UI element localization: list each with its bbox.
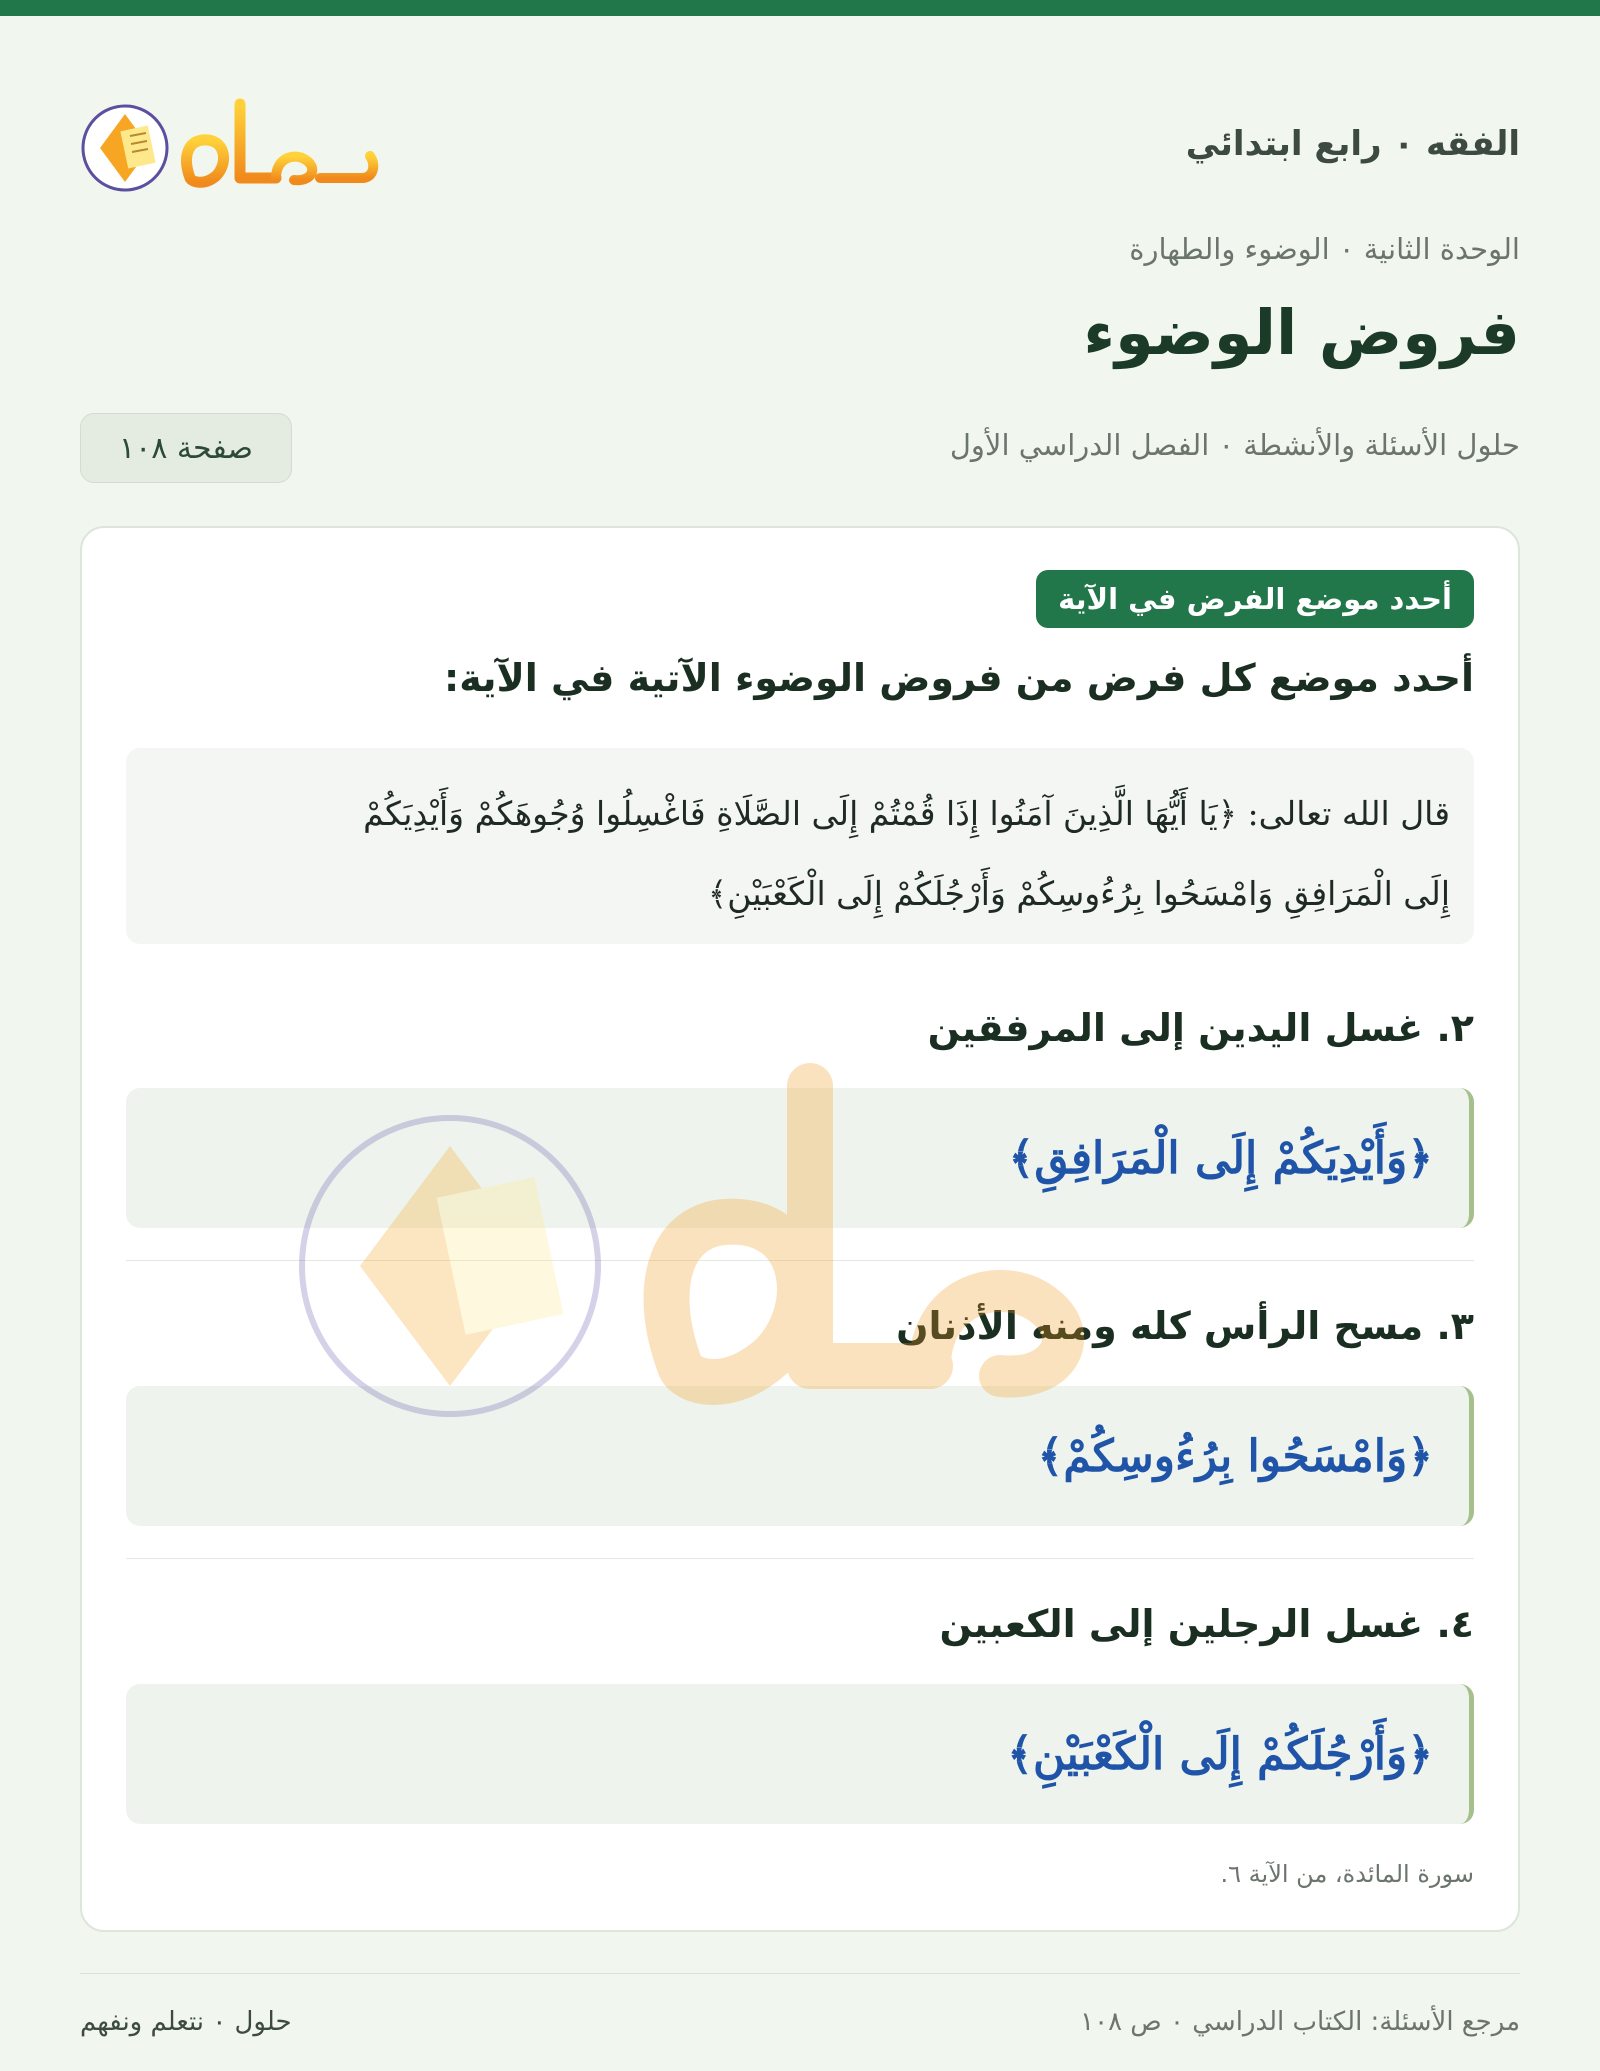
top-accent-bar [0, 0, 1600, 16]
logo-icon [80, 86, 380, 196]
activity-tag: أحدد موضع الفرض في الآية [1036, 570, 1474, 628]
verse-reference: سورة المائدة، من الآية ٦. [1220, 1860, 1474, 1888]
activity-card [80, 526, 1520, 1932]
answer-text-3: ﴿وَامْسَحُوا بِرُءُوسِكُمْ﴾ [1037, 1430, 1433, 1482]
answer-box-2 [126, 1088, 1474, 1228]
page [0, 16, 1600, 2071]
verse-line-2: إِلَى الْمَرَافِقِ وَامْسَحُوا بِرُءُوسِكُمْ وَأَرْجُلَكُمْ إِلَى الْكَعْبَيْنِ﴾ [707, 874, 1450, 913]
page-number-badge: صفحة ١٠٨ [80, 413, 292, 483]
question-text: أحدد موضع كل فرض من فروض الوضوء الآتية في الآية: [444, 656, 1474, 700]
footer-tagline: حلول ٠ نتعلم ونفهم [80, 2007, 292, 2037]
source-subtitle: حلول الأسئلة والأنشطة ٠ الفصل الدراسي الأول [949, 428, 1520, 462]
subject-grade: الفقه ٠ رابع ابتدائي [1185, 124, 1520, 164]
verse-box [126, 748, 1474, 944]
logo-wordmark-shape [187, 104, 374, 182]
answer-box-4 [126, 1684, 1474, 1824]
answer-box-3 [126, 1386, 1474, 1526]
item-title-2: ٢. غسل اليدين إلى المرفقين [927, 1006, 1474, 1050]
page-title: فروض الوضوء [1083, 296, 1520, 369]
divider [126, 1558, 1474, 1559]
header [80, 66, 1520, 216]
answer-text-4: ﴿وَأَرْجُلَكُمْ إِلَى الْكَعْبَيْنِ﴾ [1007, 1728, 1433, 1780]
unit-breadcrumb: الوحدة الثانية ٠ الوضوء والطهارة [1129, 232, 1520, 266]
answer-text-2: ﴿وَأَيْدِيَكُمْ إِلَى الْمَرَافِقِ﴾ [1008, 1132, 1433, 1184]
verse-line-1: قال الله تعالى: ﴿يَا أَيُّهَا الَّذِينَ آمَنُوا إِذَا قُمْتُمْ إِلَى الصَّلَاةِ فَاغْسِلُوا وُجُوهَكُمْ وَأَيْدِيَكُمْ [363, 794, 1450, 833]
footer-divider [80, 1973, 1520, 1974]
footer-reference: مرجع الأسئلة: الكتاب الدراسي ٠ ص ١٠٨ [1080, 2007, 1520, 2037]
hulul-logo[interactable] [80, 86, 380, 196]
divider [126, 1260, 1474, 1261]
item-title-3: ٣. مسح الرأس كله ومنه الأذنان [896, 1304, 1474, 1348]
item-title-4: ٤. غسل الرجلين إلى الكعبين [939, 1602, 1474, 1646]
